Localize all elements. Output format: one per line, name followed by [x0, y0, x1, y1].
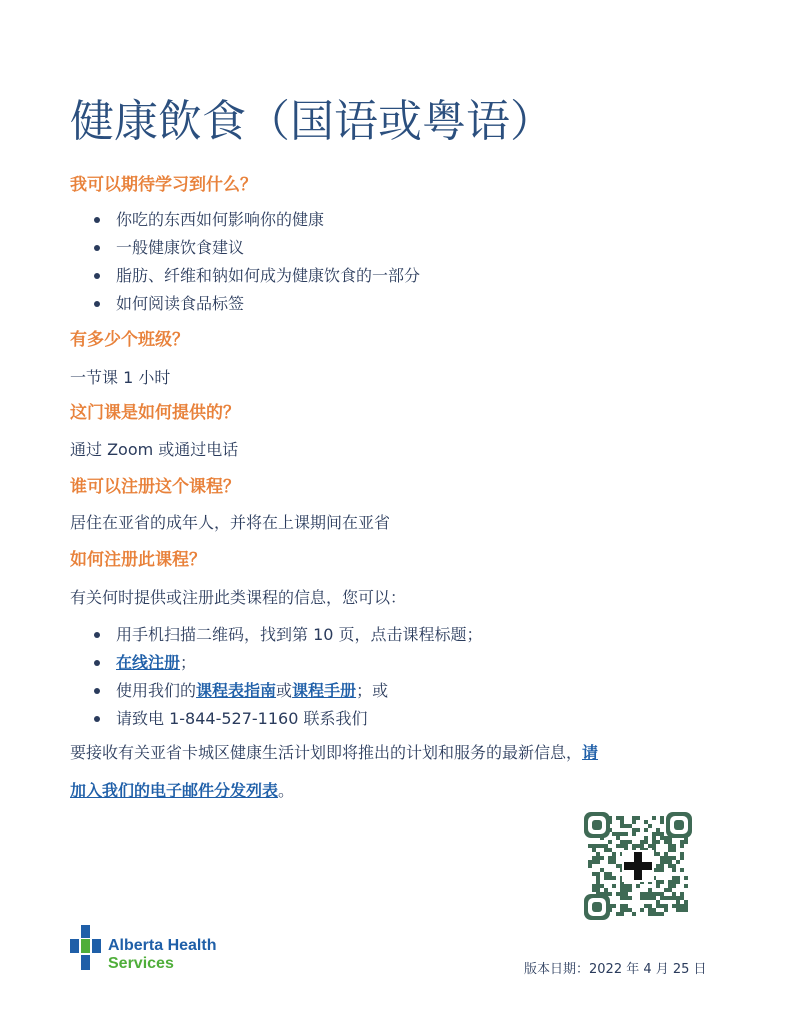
newsletter-end: 。 [278, 781, 295, 800]
alberta-health-services-logo [70, 925, 240, 973]
guide-or: 或 [276, 681, 293, 700]
newsletter-line-1 [70, 742, 598, 764]
eligibility-text: 居住在亚省的成年人，并将在上课期间在亚省 [70, 513, 391, 532]
logo-line-2: Services [108, 955, 174, 972]
list-item: 如何阅读食品标签 [92, 293, 420, 321]
classes-text: 一节课 1 小时 [70, 368, 171, 387]
list-item-qr: 用手机扫描二维码，找到第 10 页，点击课程标题； [92, 624, 483, 652]
logo-top-block-icon [81, 925, 90, 938]
section-heading-eligibility: 谁可以注册这个课程？ [70, 477, 240, 497]
guide-prefix: 使用我们的 [116, 681, 197, 700]
register-online-link[interactable]: 在线注册 [116, 653, 181, 672]
version-date: 版本日期：2022 年 4 月 25 日 [524, 962, 707, 977]
schedule-guide-link[interactable]: 课程表指南 [196, 681, 277, 700]
course-handbook-link[interactable]: 课程手册 [292, 681, 357, 700]
qr-code[interactable] [582, 810, 694, 922]
list-item-phone: 请致电 1-844-527-1160 联系我们 [92, 708, 483, 736]
list-item-online [92, 652, 483, 680]
newsletter-text: 要接收有关亚省卡城区健康生活计划即将推出的计划和服务的最新信息， [70, 743, 583, 762]
section-heading-delivery: 这门课是如何提供的？ [70, 403, 240, 423]
list-item: 脂肪、纤维和钠如何成为健康饮食的一部分 [92, 265, 420, 293]
section-heading-classes: 有多少个班级？ [70, 330, 189, 350]
list-item: 你吃的东西如何影响你的健康 [92, 209, 420, 237]
learn-list [92, 209, 420, 321]
page-title: 健康飲食（国语或粤语） [70, 96, 554, 147]
register-intro: 有关何时提供或注册此类课程的信息，您可以： [70, 588, 407, 607]
logo-line-1: Alberta Health [108, 937, 217, 954]
section-heading-register: 如何注册此课程？ [70, 550, 206, 570]
list-item: 一般健康饮食建议 [92, 237, 420, 265]
email-list-link[interactable]: 加入我们的电子邮件分发列表 [70, 781, 279, 800]
delivery-text: 通过 Zoom 或通过电话 [70, 440, 239, 459]
newsletter-line-2 [70, 780, 294, 802]
newsletter-link-start[interactable]: 请 [582, 743, 599, 762]
list-item-guide [92, 680, 483, 708]
separator-text: ； [180, 653, 197, 672]
section-heading-learn: 我可以期待学习到什么？ [70, 175, 257, 195]
register-list [92, 624, 483, 736]
guide-suffix: ；或 [356, 681, 389, 700]
